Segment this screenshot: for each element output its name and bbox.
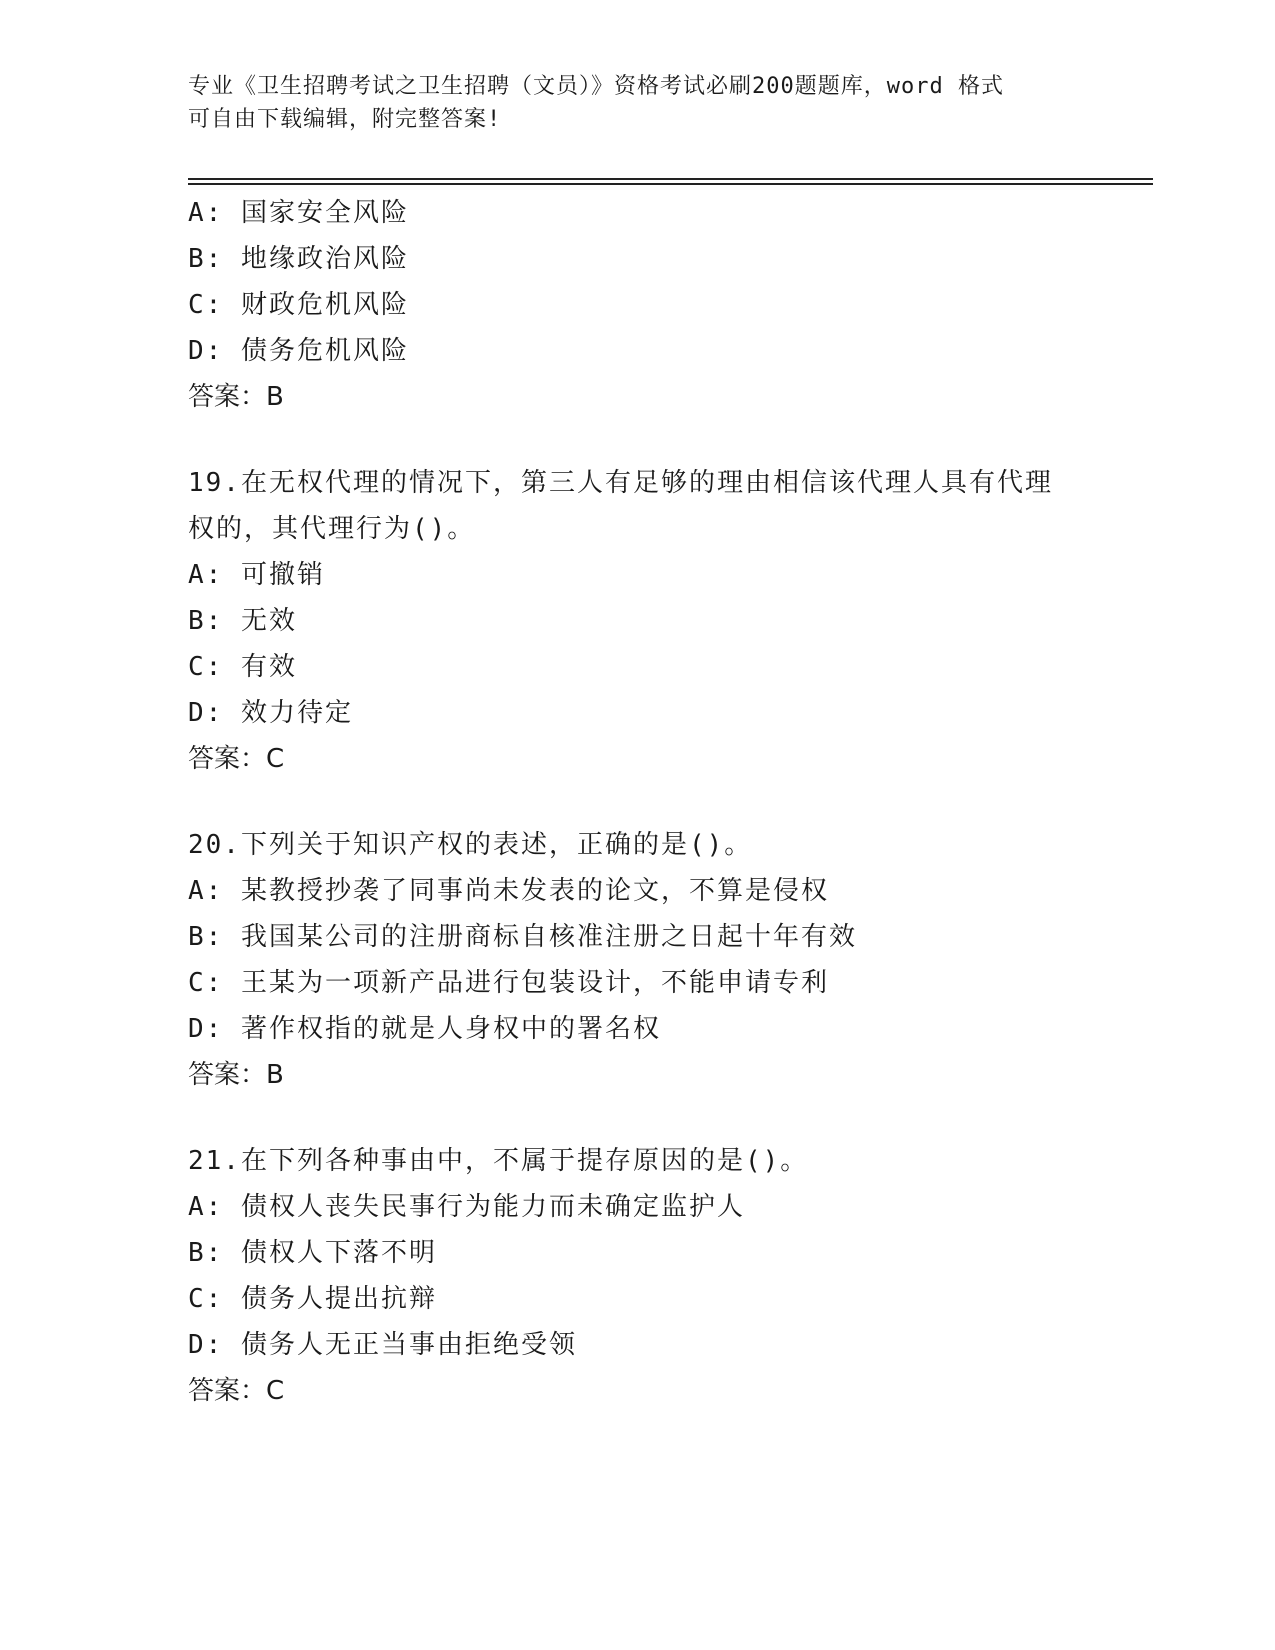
answer-line: 答案：C — [188, 744, 285, 774]
option-d: D: 债务危机风险 — [188, 336, 409, 366]
question-stem: 20.下列关于知识产权的表述，正确的是()。 — [188, 830, 753, 860]
answer-line: 答案：C — [188, 1376, 285, 1406]
option-c: C: 王某为一项新产品进行包装设计，不能申请专利 — [188, 968, 829, 998]
option-c: C: 有效 — [188, 652, 297, 682]
document-header — [188, 70, 1088, 136]
header-divider-top — [188, 178, 1153, 180]
option-d: D: 效力待定 — [188, 698, 353, 728]
answer-line: 答案：B — [188, 382, 284, 412]
option-d: D: 债务人无正当事由拒绝受领 — [188, 1330, 577, 1360]
question-block-21 — [188, 1138, 1168, 1414]
question-block-20 — [188, 822, 1168, 1098]
option-a: A: 债权人丧失民事行为能力而未确定监护人 — [188, 1192, 745, 1222]
question-stem: 19.在无权代理的情况下，第三人有足够的理由相信该代理人具有代理 — [188, 468, 1053, 498]
option-b: B: 债权人下落不明 — [188, 1238, 437, 1268]
question-block-partial — [188, 190, 1168, 420]
question-stem: 21.在下列各种事由中，不属于提存原因的是()。 — [188, 1146, 809, 1176]
option-b: B: 无效 — [188, 606, 297, 636]
option-a: A: 可撤销 — [188, 560, 325, 590]
option-c: C: 财政危机风险 — [188, 290, 409, 320]
question-block-19 — [188, 460, 1168, 782]
option-c: C: 债务人提出抗辩 — [188, 1284, 437, 1314]
question-list — [188, 190, 1168, 1414]
option-b: B: 地缘政治风险 — [188, 244, 409, 274]
option-b: B: 我国某公司的注册商标自核准注册之日起十年有效 — [188, 922, 857, 952]
header-divider-bottom — [188, 183, 1153, 185]
header-line-2: 可自由下载编辑，附完整答案! — [188, 107, 502, 132]
answer-line: 答案：B — [188, 1060, 284, 1090]
option-a: A: 国家安全风险 — [188, 198, 409, 228]
question-stem-continued: 权的，其代理行为()。 — [188, 514, 476, 544]
option-d: D: 著作权指的就是人身权中的署名权 — [188, 1014, 661, 1044]
option-a: A: 某教授抄袭了同事尚未发表的论文，不算是侵权 — [188, 876, 829, 906]
header-line-1: 专业《卫生招聘考试之卫生招聘（文员）》资格考试必刷200题题库，word 格式 — [188, 74, 1004, 99]
